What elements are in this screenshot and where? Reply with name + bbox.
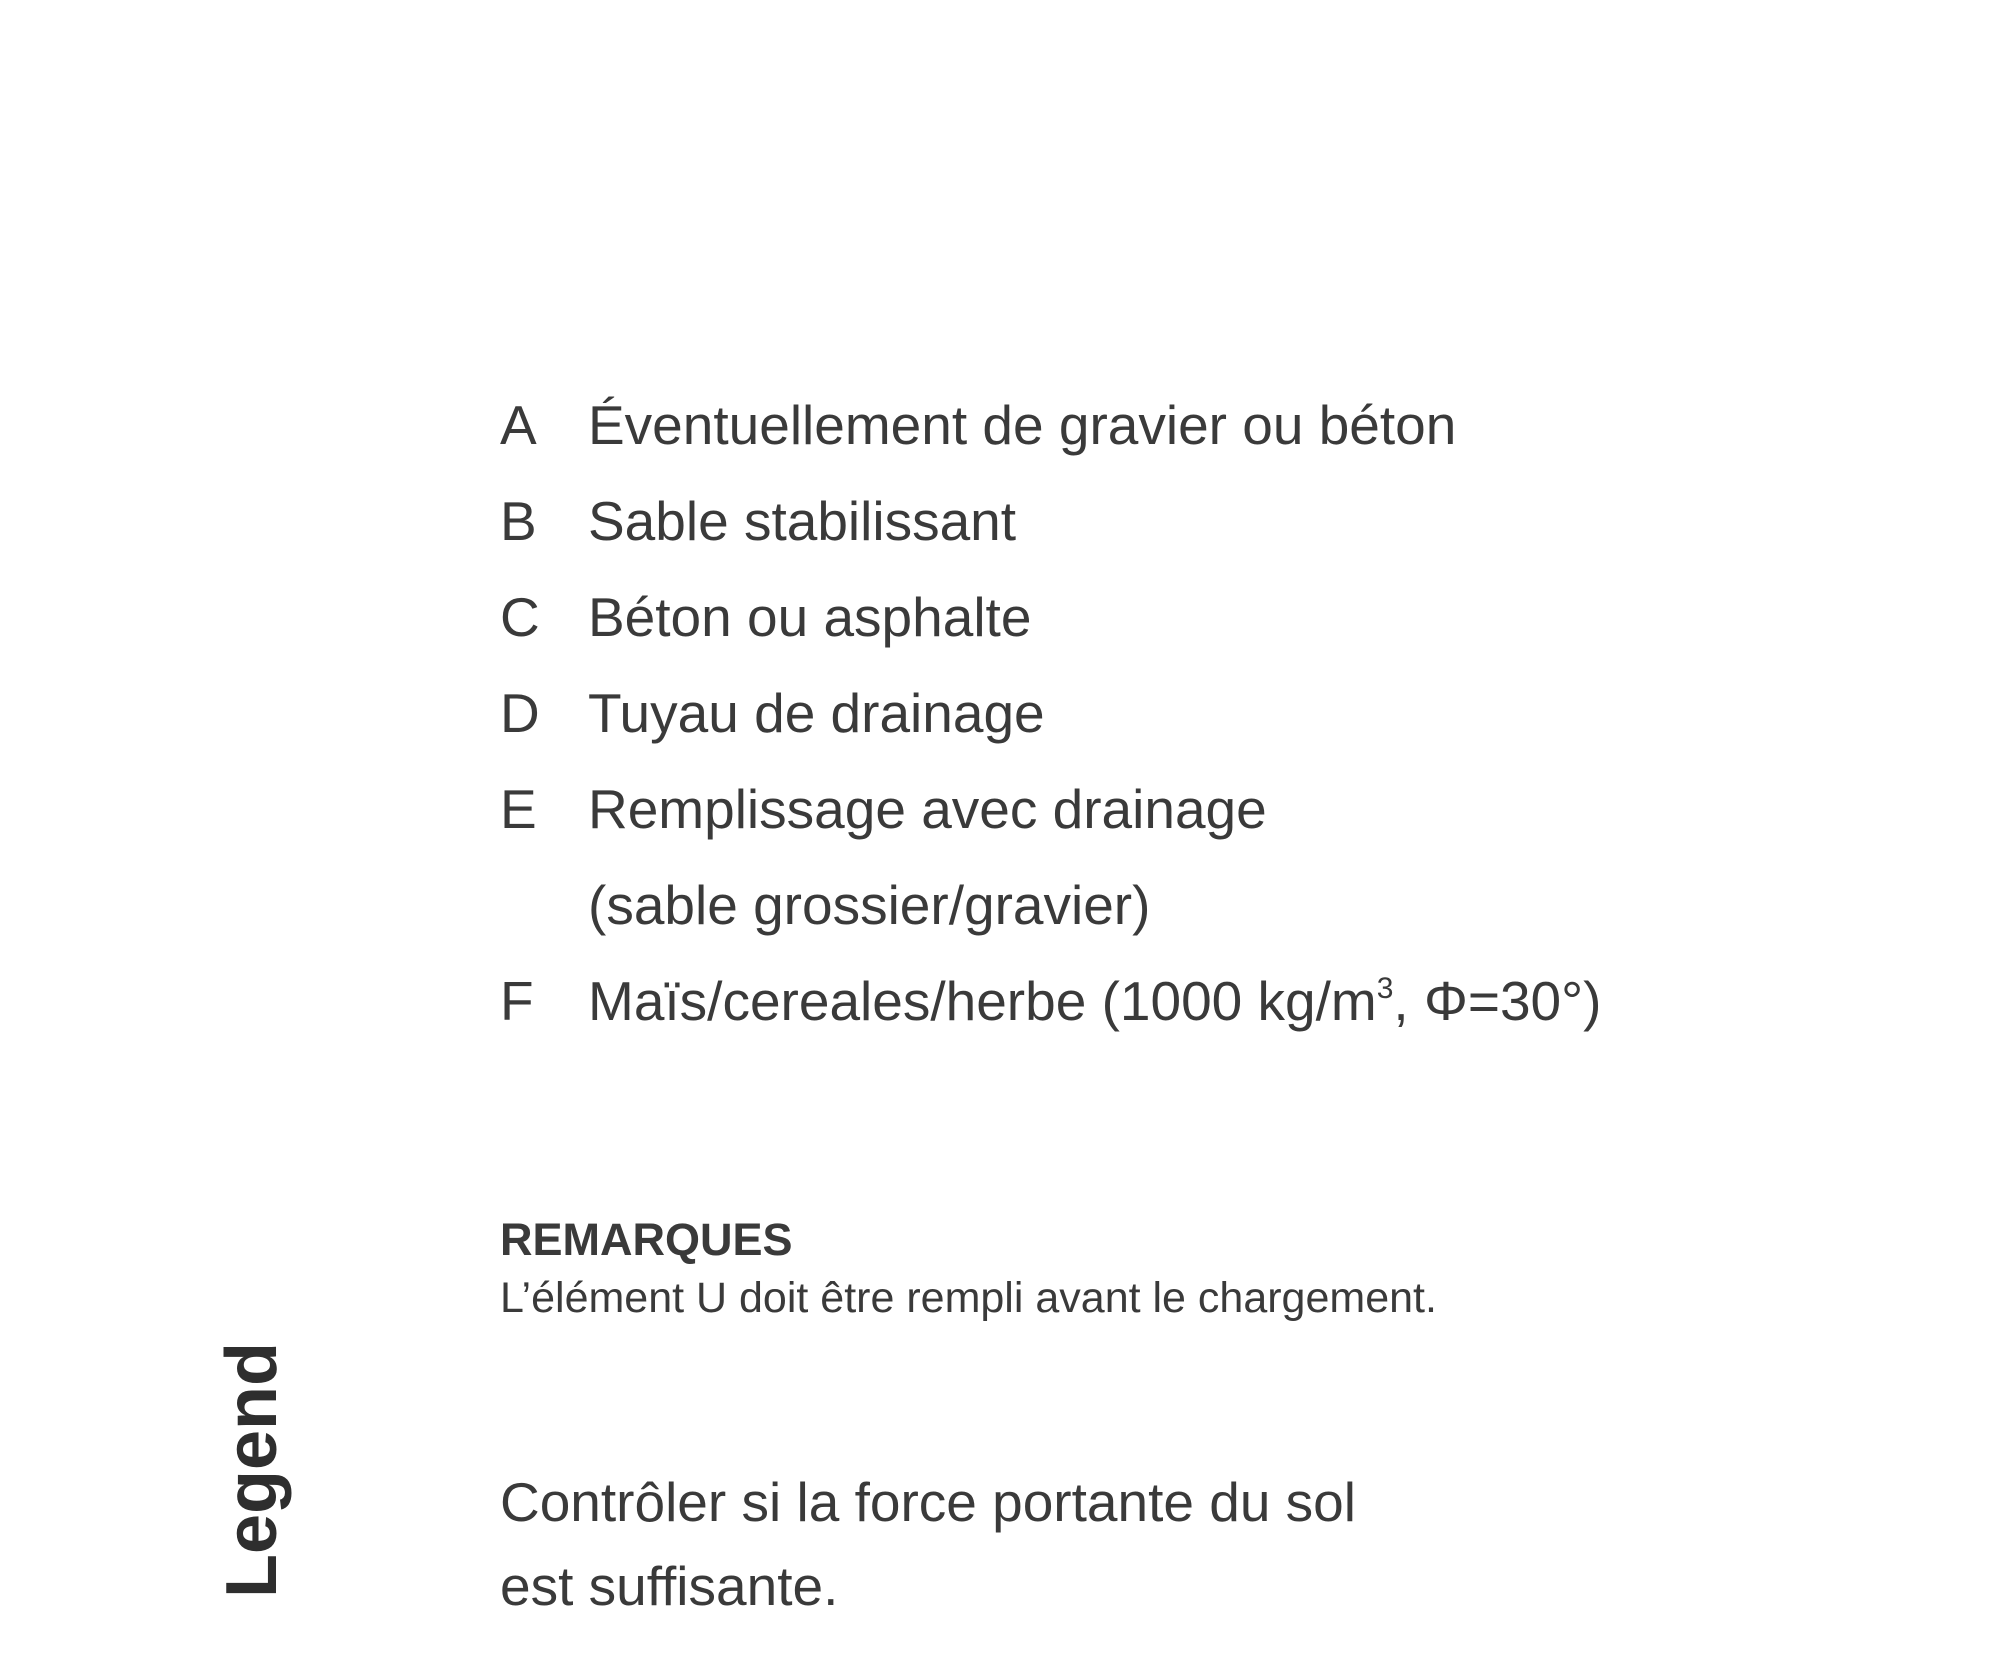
legend-item-f (500, 966, 1601, 1036)
legend-letter: F (500, 970, 534, 1032)
legend-letter: D (500, 682, 540, 744)
legend-text: Sable stabilissant (588, 490, 1017, 552)
remarks-title: REMARQUES (500, 1214, 793, 1265)
legend-item-b (500, 486, 1016, 556)
legend-text: Éventuellement de gravier ou béton (588, 394, 1457, 456)
legend-item-d (500, 678, 1045, 748)
legend-item-e-continued (500, 870, 1150, 940)
legend-item-e (500, 774, 1267, 844)
legend-letter: B (500, 490, 537, 552)
legend-letter: E (500, 778, 537, 840)
legend-text: Tuyau de drainage (588, 682, 1045, 744)
note-line-1: Contrôler si la force portante du sol (500, 1471, 1356, 1533)
legend-vertical-title: Legend (212, 1341, 292, 1599)
legend-letter: A (500, 394, 537, 456)
legend-text (588, 966, 1601, 1036)
legend-item-c (500, 582, 1031, 652)
legend-text: (sable grossier/gravier) (588, 874, 1151, 936)
superscript-exponent: 3 (1376, 972, 1394, 1005)
remarks-text: L’élément U doit être rempli avant le chargement. (500, 1274, 1437, 1322)
legend-text: Remplissage avec drainage (588, 778, 1267, 840)
legend-text: Béton ou asphalte (588, 586, 1032, 648)
legend-text-before: Maïs/cereales/herbe (1000 kg/m (588, 970, 1377, 1032)
legend-text-after: , Φ=30°) (1393, 970, 1602, 1032)
legend-letter: C (500, 586, 540, 648)
note-line-2: est suffisante. (500, 1555, 839, 1617)
legend-item-a (500, 390, 1456, 460)
bearing-capacity-note (500, 1460, 1356, 1628)
